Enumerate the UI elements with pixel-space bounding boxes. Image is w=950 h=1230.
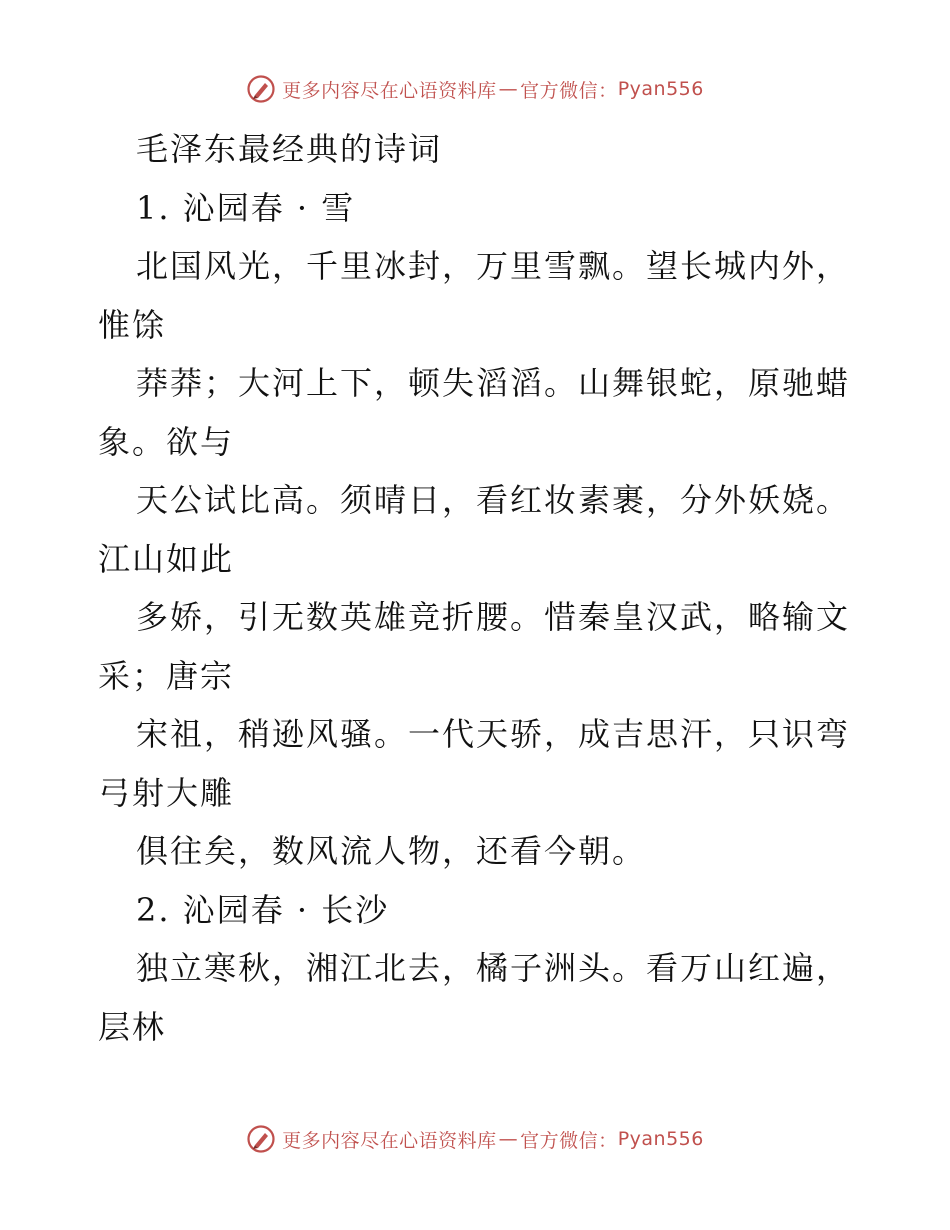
poem-line: 惟馀	[98, 305, 167, 344]
watermark-wechat-id: Pyan556	[617, 1128, 704, 1150]
watermark-dash: —	[498, 1128, 519, 1150]
watermark-dash: —	[498, 78, 519, 100]
document-body	[98, 120, 858, 1056]
watermark-text: 更多内容尽在心语资料库	[282, 1129, 497, 1152]
poem-line: 江山如此	[98, 539, 235, 578]
watermark-wechat-label: 官方微信：	[520, 1129, 618, 1152]
document-title: 毛泽东最经典的诗词	[136, 130, 443, 168]
poem-line: 多娇，引无数英雄竞折腰。惜秦皇汉武，略输文	[136, 598, 851, 636]
poem-line: 北国风光，千里冰封，万里雪飘。望长城内外，	[136, 247, 851, 285]
header-watermark	[0, 74, 950, 104]
poem-line: 俱往矣，数风流人物，还看今朝。	[136, 832, 647, 870]
footer-watermark	[0, 1124, 950, 1154]
watermark-text: 更多内容尽在心语资料库	[282, 79, 497, 102]
poem-line: 采；唐宗	[98, 656, 235, 695]
red-pen-logo-icon	[246, 74, 276, 104]
poem-line: 层林	[98, 1007, 167, 1046]
poem-heading: 2. 沁园春 · 长沙	[136, 890, 390, 929]
watermark-wechat-label: 官方微信：	[520, 79, 618, 102]
poem-line: 象。欲与	[98, 422, 235, 461]
poem-line: 莽莽；大河上下，顿失滔滔。山舞银蛇，原驰蜡	[136, 364, 851, 402]
poem-line: 独立寒秋，湘江北去，橘子洲头。看万山红遍，	[136, 949, 851, 987]
poem-line: 天公试比高。须晴日，看红妆素裹，分外妖娆。	[136, 481, 851, 519]
poem-heading: 1. 沁园春 · 雪	[136, 188, 356, 227]
poem-line: 弓射大雕	[98, 773, 235, 812]
watermark-wechat-id: Pyan556	[617, 78, 704, 100]
red-pen-logo-icon	[246, 1124, 276, 1154]
poem-line: 宋祖，稍逊风骚。一代天骄，成吉思汗，只识弯	[136, 715, 851, 753]
